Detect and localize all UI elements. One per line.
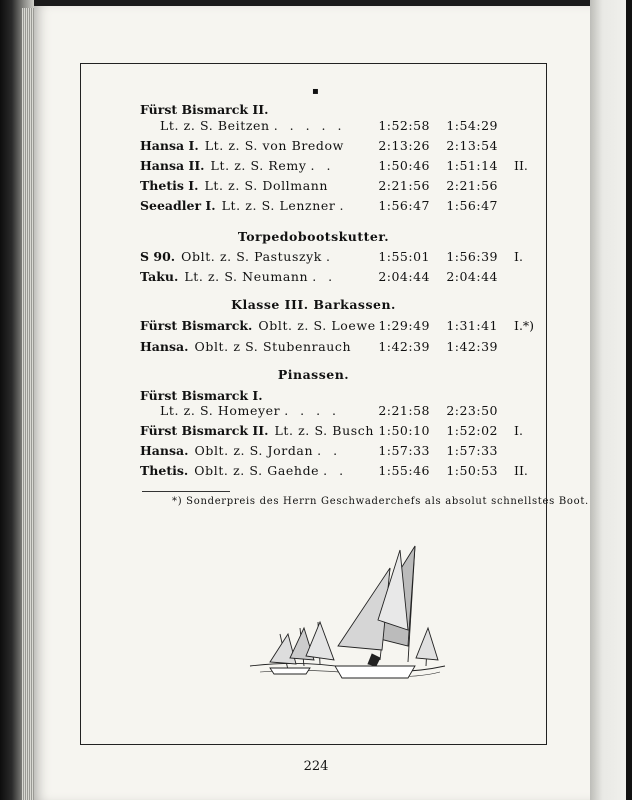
ornament-dot: ▪ (312, 86, 319, 97)
boat-name: Fürst Bismarck. (140, 318, 253, 333)
boat-name: Fürst Bismarck II. (140, 102, 269, 117)
boat-name: Fürst Bismarck II. (140, 423, 269, 438)
boat-name: Thetis. (140, 463, 189, 478)
rank: II. (514, 463, 528, 478)
time-1: 2:04:44 (378, 269, 430, 284)
race-row (140, 339, 530, 357)
sailboats-illustration (240, 538, 450, 688)
time-1: 1:50:46 (378, 158, 430, 173)
page-number: 224 (303, 759, 329, 774)
time-1: 2:21:58 (378, 403, 430, 418)
race-row (140, 118, 530, 136)
leader-dots: . . . . . (273, 118, 346, 133)
leader-dots: . . . . (284, 403, 341, 418)
time-2: 1:52:02 (446, 423, 498, 438)
race-row (140, 423, 530, 441)
officer: Lt. z. S. von Bredow (204, 138, 344, 153)
officer: Lt. z. S. Remy (210, 158, 307, 173)
time-1: 1:57:33 (378, 443, 430, 458)
race-row (140, 403, 530, 421)
time-1: 1:42:39 (378, 339, 430, 354)
leader-dots: . (325, 249, 334, 264)
leader-dots: . . (310, 158, 335, 173)
time-2: 1:54:29 (446, 118, 498, 133)
time-2: 2:21:56 (446, 178, 498, 193)
boat-name: Seeadler I. (140, 198, 216, 213)
section-heading-torpedo: Torpedobootskutter. (237, 229, 390, 244)
time-1: 2:21:56 (378, 178, 430, 193)
leader-dots: . . (323, 463, 348, 478)
time-1: 2:13:26 (378, 138, 430, 153)
race-row (140, 443, 530, 461)
officer: Lt. z. S. Neumann (184, 269, 309, 284)
officer: Lt. z. S. Busch (274, 423, 375, 438)
footnote: *) Sonderpreis des Herrn Geschwaderchefs als absolut schnellstes Boot. (172, 496, 589, 507)
officer: Lt. z. S. Lenzner (221, 198, 336, 213)
footnote-rule (142, 491, 230, 492)
officer: Oblt. z. S. Gaehde (194, 463, 320, 478)
boat-name: Hansa I. (140, 138, 199, 153)
officer: Oblt. z. S. Pastuszyk (181, 249, 322, 264)
facing-page (590, 0, 632, 800)
rank: I. (514, 249, 523, 264)
race-row (140, 178, 530, 196)
officer: Oblt. z. S. Loewe (258, 318, 376, 333)
boat-name: S 90. (140, 249, 176, 264)
rank: I. (514, 423, 523, 438)
leader-dots: . . (312, 269, 337, 284)
time-2: 1:51:14 (446, 158, 498, 173)
race-row (140, 158, 530, 176)
section-heading-klasse3: Klasse III. Barkassen. (231, 297, 396, 312)
rank: II. (514, 158, 528, 173)
time-1: 1:56:47 (378, 198, 430, 213)
boat-name: Taku. (140, 269, 179, 284)
time-2: 1:50:53 (446, 463, 498, 478)
boat-name: Hansa. (140, 339, 189, 354)
race-row (140, 318, 535, 336)
officer: Oblt. z S. Stubenrauch (194, 339, 352, 354)
boat-name: Fürst Bismarck I. (140, 388, 263, 403)
leader-dots: . (339, 198, 348, 213)
officer: Lt. z. S. Dollmann (204, 178, 329, 193)
boat-name: Hansa II. (140, 158, 205, 173)
time-1: 1:52:58 (378, 118, 430, 133)
time-2: 1:56:47 (446, 198, 498, 213)
race-row (140, 249, 530, 267)
boat-name: Thetis I. (140, 178, 199, 193)
time-2: 2:04:44 (446, 269, 498, 284)
time-1: 1:50:10 (378, 423, 430, 438)
officer: Lt. z. S. Beitzen (160, 118, 270, 133)
boat-name: Hansa. (140, 443, 189, 458)
time-1: 1:29:49 (378, 318, 430, 333)
section-heading-pinassen: Pinassen. (277, 367, 350, 382)
time-2: 1:56:39 (446, 249, 498, 264)
rank: I.*) (514, 318, 535, 333)
time-2: 2:23:50 (446, 403, 498, 418)
officer: Lt. z. S. Homeyer (160, 403, 281, 418)
race-row (140, 198, 530, 216)
race-row (140, 463, 530, 481)
race-row (140, 269, 530, 287)
time-2: 2:13:54 (446, 138, 498, 153)
time-2: 1:42:39 (446, 339, 498, 354)
time-2: 1:57:33 (446, 443, 498, 458)
time-1: 1:55:46 (378, 463, 430, 478)
race-row (140, 138, 530, 156)
time-1: 1:55:01 (378, 249, 430, 264)
officer: Oblt. z. S. Jordan (194, 443, 314, 458)
leader-dots: . . (317, 443, 342, 458)
time-2: 1:31:41 (446, 318, 498, 333)
